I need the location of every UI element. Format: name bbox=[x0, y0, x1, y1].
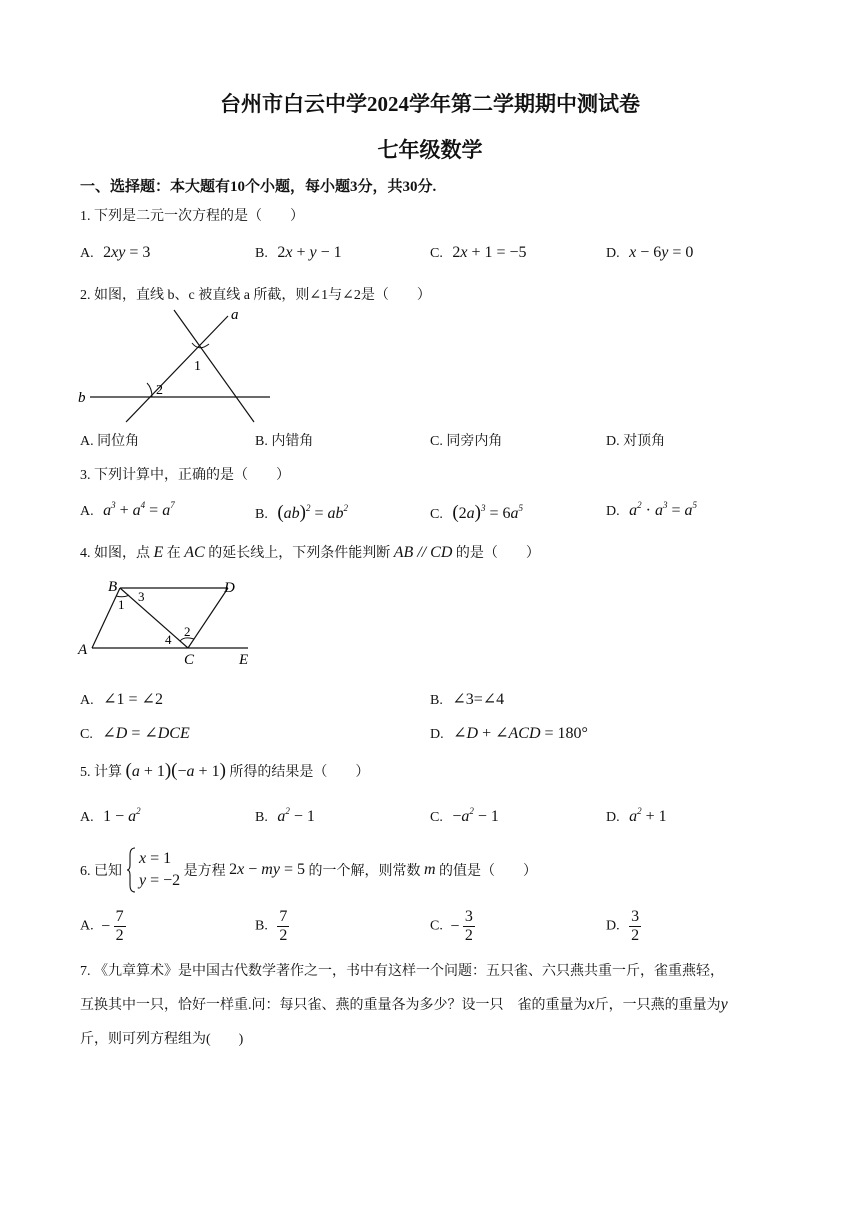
q4-option-a[interactable] bbox=[80, 689, 163, 709]
q6-equation: 2x − my = 5 bbox=[229, 861, 305, 878]
line-ab bbox=[92, 588, 120, 648]
q1-c-label: C. bbox=[430, 246, 443, 261]
q5-d-label: D. bbox=[606, 810, 620, 825]
q6-stem-post: 的值是（ ） bbox=[439, 864, 538, 879]
q6-option-a[interactable] bbox=[80, 908, 126, 945]
q5-stem-pre: 5. 计算 bbox=[80, 765, 122, 780]
q7-var-x: x bbox=[587, 996, 595, 1013]
label-a: A bbox=[78, 642, 88, 658]
q6-b-fraction: $\frac{7}{2}$ bbox=[279, 908, 288, 944]
q6-stem bbox=[80, 847, 537, 893]
label-c: C bbox=[184, 652, 195, 668]
q1-a-math: 2xy = 3 bbox=[103, 244, 151, 261]
q3-c-label: C. bbox=[430, 507, 443, 522]
q4-segment-ac: AC bbox=[184, 544, 205, 561]
q6-option-d[interactable] bbox=[606, 908, 641, 945]
q4-stem-mid1: 在 bbox=[166, 546, 181, 561]
label-b: b bbox=[78, 390, 86, 406]
q6-brace bbox=[126, 847, 136, 893]
q6-system: x = 1 y = −2 bbox=[139, 850, 181, 889]
q7-line2-mid: 斤，一只燕的重量为 bbox=[594, 998, 721, 1013]
q5-a-math: $1 - a^2$ bbox=[103, 806, 141, 825]
q2-stem: 2. 如图，直线 b、c 被直线 a 所截，则∠1与∠2是（ ） bbox=[80, 288, 431, 303]
label-a: a bbox=[231, 307, 239, 323]
q2-figure bbox=[74, 304, 284, 424]
q7-line2 bbox=[80, 994, 728, 1014]
label-1: 1 bbox=[118, 597, 125, 612]
page-subtitle: 七年级数学 bbox=[377, 138, 483, 162]
q5-stem-post: 所得的结果是（ ） bbox=[229, 765, 370, 780]
q2-option-c[interactable]: C. 同旁内角 bbox=[430, 434, 503, 449]
q5-a-label: A. bbox=[80, 810, 94, 825]
q6-a-label: A. bbox=[80, 918, 94, 934]
q3-b-math: $(ab)^2 = ab^2$ bbox=[277, 502, 349, 523]
label-3: 3 bbox=[138, 589, 145, 604]
q6-c-fraction: $\frac{3}{2}$ bbox=[464, 908, 473, 944]
q7-var-y: y bbox=[720, 996, 728, 1013]
q2-option-d[interactable]: D. 对顶角 bbox=[606, 434, 666, 449]
q4-stem-mid2: 的延长线上，下列条件能判断 bbox=[208, 546, 391, 561]
q4-b-label: B. bbox=[430, 693, 443, 708]
q6-c-label: C. bbox=[430, 918, 443, 934]
q5-option-c[interactable] bbox=[430, 808, 499, 826]
q4-c-math: ∠D = ∠DCE bbox=[102, 725, 190, 742]
q5-b-math: $a^2 - 1$ bbox=[277, 806, 315, 825]
q6-option-b[interactable] bbox=[255, 908, 289, 945]
q4-stem-post: 的是（ ） bbox=[455, 546, 540, 561]
q3-stem: 3. 下列计算中，正确的是（ ） bbox=[80, 468, 290, 483]
q4-a-label: A. bbox=[80, 693, 94, 708]
label-e: E bbox=[239, 652, 249, 668]
q3-d-math: $a^2 \cdot a^3 = a^5$ bbox=[629, 500, 697, 519]
q1-a-label: A. bbox=[80, 246, 94, 261]
q4-b-math: ∠3=∠4 bbox=[452, 691, 505, 708]
q6-a-fraction: $\frac{7}{2}$ bbox=[115, 908, 124, 944]
q6-a-minus: − bbox=[101, 917, 111, 935]
q6-stem-pre: 6. 已知 bbox=[80, 864, 122, 879]
label-4: 4 bbox=[165, 632, 172, 647]
q6-var-m: m bbox=[423, 861, 436, 878]
q4-a-math: ∠1 = ∠2 bbox=[103, 691, 163, 708]
q3-option-a[interactable] bbox=[80, 502, 175, 520]
q5-c-math: $-a^2 - 1$ bbox=[452, 806, 499, 825]
q6-stem-mid2: 的一个解，则常数 bbox=[308, 864, 421, 879]
label-2: 2 bbox=[156, 383, 163, 398]
q3-option-b[interactable] bbox=[255, 502, 348, 524]
q1-d-math: x − 6y = 0 bbox=[629, 244, 694, 261]
q5-option-a[interactable] bbox=[80, 808, 141, 826]
q4-c-label: C. bbox=[80, 727, 93, 742]
q1-stem: 1. 下列是二元一次方程的是（ ） bbox=[80, 209, 304, 224]
q2-option-a[interactable]: A. 同位角 bbox=[80, 434, 140, 449]
q4-d-math: ∠D + ∠ACD = 180° bbox=[453, 725, 588, 742]
label-b: B bbox=[108, 579, 118, 595]
q4-d-label: D. bbox=[430, 727, 444, 742]
q7-line1: 7. 《九章算术》是中国古代数学著作之一，书中有这样一个问题：五只雀、六只燕共重一斤，雀重燕轻， bbox=[80, 964, 724, 979]
q5-option-d[interactable] bbox=[606, 808, 667, 826]
q1-option-d[interactable] bbox=[606, 244, 693, 262]
q4-stem bbox=[80, 542, 540, 562]
q6-d-label: D. bbox=[606, 918, 620, 934]
label-2: 2 bbox=[184, 624, 191, 639]
q1-b-math: 2x + y − 1 bbox=[277, 244, 342, 261]
q3-a-math: $a^3 + a^4 = a^7$ bbox=[103, 500, 175, 519]
q1-option-b[interactable] bbox=[255, 244, 342, 262]
q1-d-label: D. bbox=[606, 246, 620, 261]
q3-option-d[interactable] bbox=[606, 502, 697, 520]
q5-stem bbox=[80, 760, 369, 782]
line-a bbox=[126, 316, 228, 422]
q4-point-e: E bbox=[153, 544, 164, 561]
label-d: D bbox=[224, 580, 235, 596]
q2-option-b[interactable]: B. 内错角 bbox=[255, 434, 314, 449]
q5-expression: (a + 1)(−a + 1) bbox=[125, 760, 226, 781]
q1-option-a[interactable] bbox=[80, 244, 150, 262]
q4-option-d[interactable] bbox=[430, 723, 588, 743]
q5-b-label: B. bbox=[255, 810, 268, 825]
q5-c-label: C. bbox=[430, 810, 443, 825]
line-bc bbox=[120, 588, 188, 648]
section-heading: 一、选择题：本大题有10个小题，每小题3分，共30分. bbox=[80, 179, 437, 195]
q3-b-label: B. bbox=[255, 507, 268, 522]
q6-stem-mid: 是方程 bbox=[183, 864, 226, 879]
q4-stem-pre: 4. 如图，点 bbox=[80, 546, 150, 561]
q1-b-label: B. bbox=[255, 246, 268, 261]
q4-parallel: AB // CD bbox=[393, 544, 453, 561]
page-title: 台州市白云中学2024学年第二学期期中测试卷 bbox=[220, 92, 640, 116]
q7-line3: 斤，则可列方程组为( ) bbox=[80, 1032, 244, 1047]
q4-figure bbox=[76, 576, 266, 670]
q4-option-c[interactable] bbox=[80, 723, 190, 743]
q6-b-label: B. bbox=[255, 918, 268, 934]
q5-option-b[interactable] bbox=[255, 808, 315, 826]
q3-c-math: $(2a)^3 = 6a^5$ bbox=[452, 502, 524, 523]
q7-line2-pre: 互换其中一只，恰好一样重.问：每只雀、燕的重量各为多少？设一只 雀的重量为 bbox=[80, 998, 588, 1013]
q3-d-label: D. bbox=[606, 504, 620, 519]
q3-option-c[interactable] bbox=[430, 502, 523, 524]
q3-a-label: A. bbox=[80, 504, 94, 519]
q6-option-c[interactable] bbox=[430, 908, 475, 945]
q1-option-c[interactable] bbox=[430, 244, 527, 262]
line-c bbox=[174, 310, 254, 422]
q6-d-fraction: $\frac{3}{2}$ bbox=[631, 908, 640, 944]
q1-c-math: 2x + 1 = −5 bbox=[452, 244, 527, 261]
q4-option-b[interactable] bbox=[430, 689, 504, 709]
q5-d-math: $a^2 + 1$ bbox=[629, 806, 667, 825]
label-1: 1 bbox=[194, 359, 201, 374]
q6-c-minus: − bbox=[450, 917, 460, 935]
